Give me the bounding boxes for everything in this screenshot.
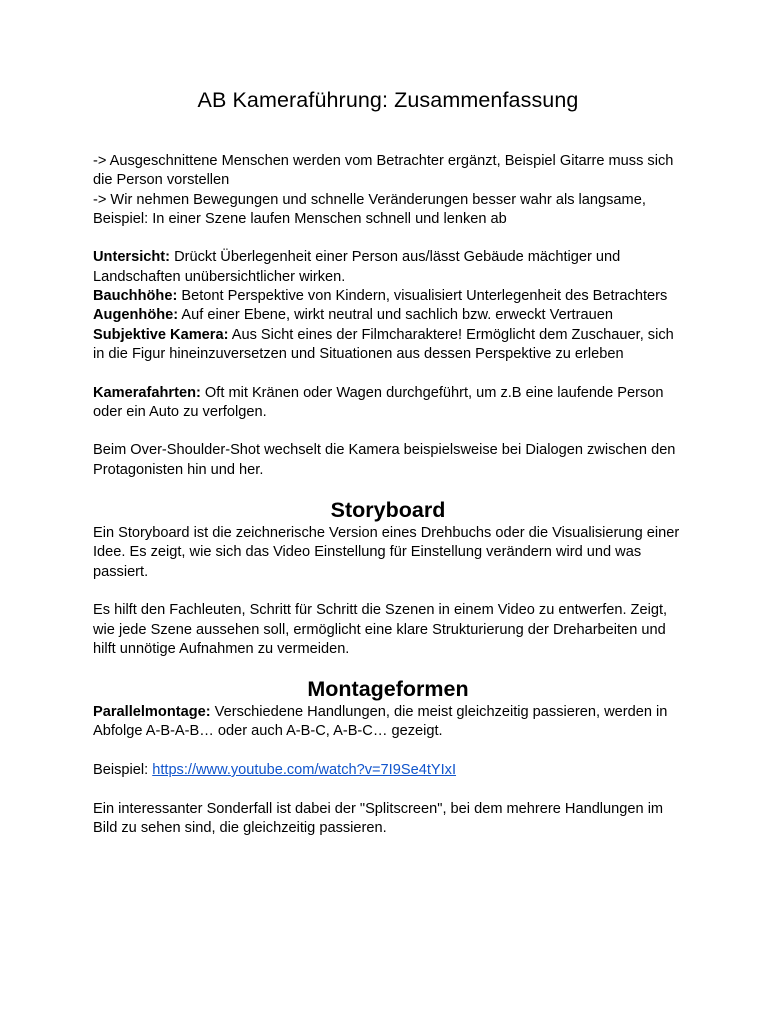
example-label: Beispiel: [93, 762, 153, 779]
term-label: Parallelmontage: [93, 704, 211, 721]
term-text: Aus Sicht eines der Filmcharaktere! Ermöglicht dem Zuschauer, sich in die Figur hineinzuversetzen und Situationen aus dessen Perspektive zu erleben [93, 326, 674, 362]
term-label: Untersicht: [93, 249, 171, 266]
storyboard-paragraph-1: Ein Storyboard ist die zeichnerische Version eines Drehbuchs oder die Visualisierung einer Idee. Es zeigt, wie sich das Video Einstellung für Einstellung verändern wird und was passiert. [93, 525, 680, 580]
parallelmontage-paragraph [93, 703, 683, 742]
perspective-untersicht [93, 248, 683, 287]
term-text: Oft mit Kränen oder Wagen durchgeführt, um z.B eine laufende Person oder ein Auto zu verfolgen. [93, 384, 664, 420]
term-label: Augenhöhe: [93, 307, 179, 324]
youtube-link[interactable]: https://www.youtube.com/watch?v=7I9Se4tYIxI [152, 762, 457, 779]
term-text: Drückt Überlegenheit einer Person aus/lässt Gebäude mächtiger und Landschaften unübersichtlicher wirken. [93, 249, 621, 285]
storyboard-heading: Storyboard [330, 498, 446, 523]
term-label: Bauchhöhe: [93, 288, 178, 305]
example-paragraph [93, 761, 683, 780]
term-text: Auf einer Ebene, wirkt neutral und sachlich bzw. erweckt Vertrauen [178, 307, 613, 324]
intro-line-2: -> Wir nehmen Bewegungen und schnelle Veränderungen besser wahr als langsame, Beispiel: In einer Szene laufen Menschen schnell und lenken ab [93, 191, 646, 227]
perspective-subjektive-kamera [93, 326, 683, 365]
montage-heading: Montageformen [307, 677, 469, 702]
storyboard-paragraph-2: Es hilft den Fachleuten, Schritt für Schritt die Szenen in einem Video zu entwerfen. Zeigt, wie jede Szene aussehen soll, ermöglicht eine klare Strukturierung der Dreharbeiten und hilft unnötige Aufnahmen zu vermeiden. [93, 602, 668, 657]
page-title: AB Kameraführung: Zusammenfassung [197, 88, 579, 112]
perspective-bauchhoehe [93, 287, 683, 306]
kamerafahrten-paragraph [93, 384, 683, 423]
splitscreen-paragraph: Ein interessanter Sonderfall ist dabei der "Splitscreen", bei dem mehrere Handlungen im Bild zu sehen sind, die gleichzeitig passieren. [93, 800, 664, 836]
term-text: Verschiedene Handlungen, die meist gleichzeitig passieren, werden in Abfolge A-B-A-B… oder auch A-B-C, A-B-C… gezeigt. [93, 704, 668, 740]
intro-line-1: -> Ausgeschnittene Menschen werden vom Betrachter ergänzt, Beispiel Gitarre muss sich die Person vorstellen [93, 153, 674, 189]
term-text: Betont Perspektive von Kindern, visualisiert Unterlegenheit des Betrachters [177, 288, 668, 305]
document-body [93, 86, 683, 838]
perspective-augenhoehe [93, 306, 683, 325]
term-label: Kamerafahrten: [93, 384, 201, 401]
over-shoulder-paragraph: Beim Over-Shoulder-Shot wechselt die Kamera beispielsweise bei Dialogen zwischen den Protagonisten hin und her. [93, 442, 676, 478]
term-label: Subjektive Kamera: [93, 326, 229, 343]
